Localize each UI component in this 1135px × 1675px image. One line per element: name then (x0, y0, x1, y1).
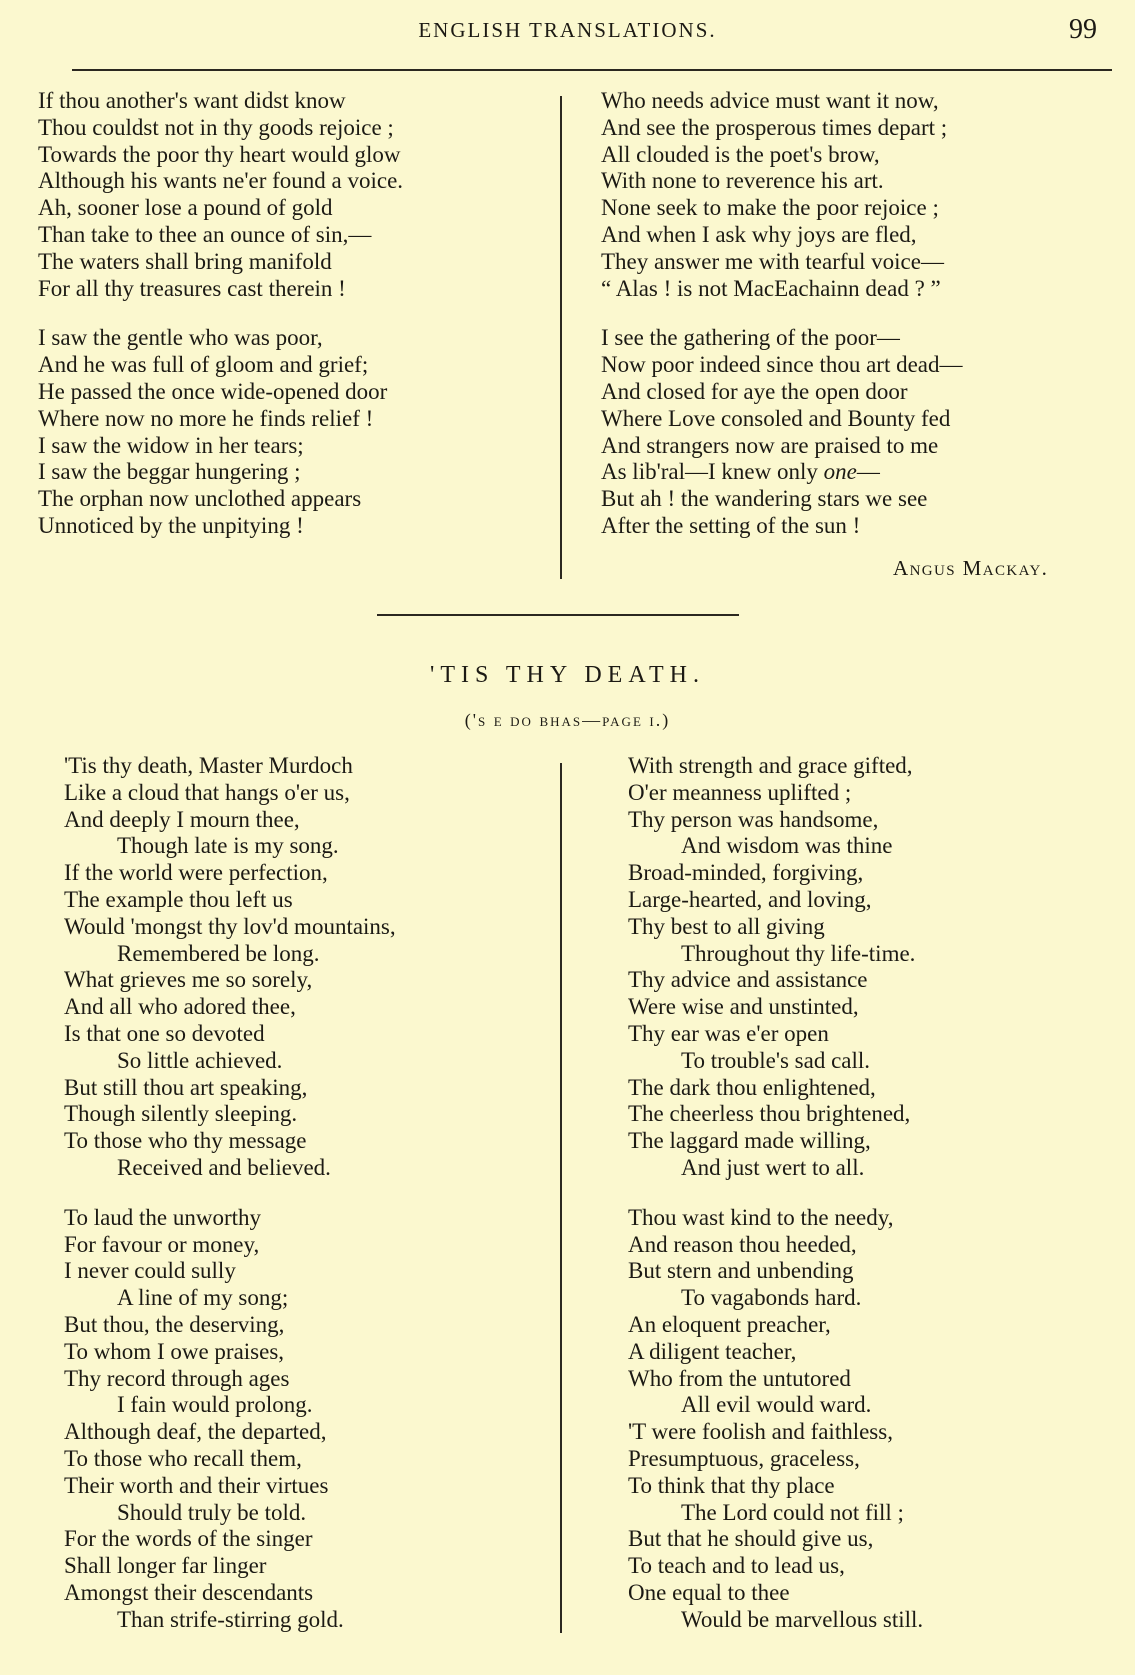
poem-line: All clouded is the poet's brow, (601, 141, 880, 167)
page-number: 99 (1069, 14, 1097, 45)
stanza (64, 753, 396, 1182)
poem-line: For favour or money, (64, 1231, 260, 1257)
poem-line: Thou couldst not in thy goods rejoice ; (38, 114, 394, 140)
poem-line: But ah ! the wandering stars we see (601, 486, 928, 512)
poem-line: Ah, sooner lose a pound of gold (38, 195, 333, 221)
poem-line: The orphan now unclothed appears (38, 486, 362, 512)
poem-line: But that he should give us, (628, 1526, 874, 1552)
poem-line: After the setting of the sun ! (601, 512, 861, 538)
poem-line: And he was full of gloom and grief; (38, 352, 369, 378)
poem-line: I see the gathering of the poor— (601, 325, 900, 351)
poem-line: The example thou left us (64, 886, 293, 912)
poem-line: I saw the gentle who was poor, (38, 325, 323, 351)
poem-line: To trouble's sad call. (681, 1047, 871, 1073)
poem-line: Shall longer far linger (64, 1553, 267, 1579)
poem-line: As lib'ral—I knew only one— (601, 459, 880, 485)
poem-line: Remembered be long. (117, 940, 320, 966)
poem-line: To those who recall them, (64, 1445, 302, 1471)
poem-line: Though late is my song. (117, 833, 339, 859)
poem-line: The laggard made willing, (628, 1128, 871, 1154)
poem-line: Although deaf, the departed, (64, 1419, 327, 1445)
poem-line: He passed the once wide-opened door (38, 378, 388, 404)
poem-line: So little achieved. (117, 1047, 283, 1073)
poem-line: To think that thy place (628, 1472, 835, 1498)
poem-line: All evil would ward. (681, 1392, 872, 1418)
stanza (38, 325, 403, 539)
poem-line: The dark thou enlightened, (628, 1074, 876, 1100)
poem-line: The waters shall bring manifold (38, 248, 332, 274)
poem-line: Who needs advice must want it now, (601, 88, 939, 113)
poem-line: Than strife-stirring gold. (117, 1606, 344, 1632)
poem-line: I fain would prolong. (117, 1392, 313, 1418)
stanza (628, 753, 923, 1182)
poem-line: Were wise and unstinted, (628, 994, 859, 1020)
poem1-signature: Angus Mackay. (893, 556, 1049, 580)
poem-line: For all thy treasures cast therein ! (38, 275, 346, 301)
poem-line: Would be marvellous still. (681, 1606, 924, 1632)
page-header (0, 14, 1135, 54)
poem-line: Like a cloud that hangs o'er us, (64, 779, 350, 805)
poem-line: And strangers now are praised to me (601, 432, 939, 458)
poem-line: If the world were perfection, (64, 860, 328, 886)
poem1-left-column (38, 88, 403, 563)
poem-line: Now poor indeed since thou art dead— (601, 352, 963, 378)
poem-line: Thou wast kind to the needy, (628, 1204, 894, 1230)
poem-line: Though silently sleeping. (64, 1101, 298, 1127)
stanza (64, 1205, 396, 1634)
poem-line: Who from the untutored (628, 1365, 851, 1391)
poem-line: Where Love consoled and Bounty fed (601, 405, 951, 431)
poem-line: Unnoticed by the unpitying ! (38, 512, 304, 538)
poem-line: The Lord could not fill ; (681, 1499, 904, 1525)
poem-line: And when I ask why joys are fled, (601, 221, 917, 247)
column-divider (560, 763, 562, 1633)
poem-line: To teach and to lead us, (628, 1553, 845, 1579)
poem-line: And see the prosperous times depart ; (601, 114, 948, 140)
poem-line: O'er meanness uplifted ; (628, 779, 852, 805)
poem-line: I never could sully (64, 1258, 236, 1284)
poem-line: If thou another's want didst know (38, 88, 346, 113)
poem-line: But stern and unbending (628, 1258, 854, 1284)
poem-line: To vagabonds hard. (681, 1285, 862, 1311)
header-rule (72, 69, 1112, 71)
poem-line: The cheerless thou brightened, (628, 1101, 911, 1127)
poem-line: A diligent teacher, (628, 1338, 797, 1364)
poem-line: I saw the beggar hungering ; (38, 459, 301, 485)
poem-line: Thy person was handsome, (628, 806, 879, 832)
poem2-left-column (64, 753, 396, 1657)
stanza (601, 325, 963, 539)
section-divider (377, 614, 739, 616)
stanza (628, 1205, 923, 1634)
poem-line: Large-hearted, and loving, (628, 886, 872, 912)
poem-line: One equal to thee (628, 1579, 790, 1605)
poem-line: Where now no more he finds relief ! (38, 405, 374, 431)
poem2-right-column (628, 753, 923, 1657)
poem-line: 'T were foolish and faithless, (628, 1419, 893, 1445)
poem-line: To laud the unworthy (64, 1204, 262, 1230)
poem-line: Should truly be told. (117, 1499, 307, 1525)
poem-line: And reason thou heeded, (628, 1231, 857, 1257)
poem-line: Thy best to all giving (628, 913, 825, 939)
poem1-right-column (601, 88, 963, 563)
poem-line: To those who thy message (64, 1128, 307, 1154)
poem-line: For the words of the singer (64, 1526, 313, 1552)
poem-line: Their worth and their virtues (64, 1472, 329, 1498)
stanza (601, 88, 963, 302)
poem-line: Thy ear was e'er open (628, 1020, 829, 1046)
poem-line: Presumptuous, graceless, (628, 1445, 860, 1471)
poem-line: They answer me with tearful voice— (601, 248, 944, 274)
poem-line: A line of my song; (117, 1285, 289, 1311)
poem-line: Would 'mongst thy lov'd mountains, (64, 913, 396, 939)
column-divider (560, 96, 562, 579)
poem-line: Than take to thee an ounce of sin,— (38, 221, 372, 247)
poem2-subtitle: ('s e do bhas—page i.) (464, 710, 671, 730)
poem-line: With none to reverence his art. (601, 168, 884, 194)
poem-line: Towards the poor thy heart would glow (38, 141, 401, 167)
poem-line: Throughout thy life-time. (681, 940, 916, 966)
poem-line: And closed for aye the open door (601, 378, 908, 404)
poem-line: Is that one so devoted (64, 1020, 265, 1046)
poem-line: With strength and grace gifted, (628, 753, 913, 778)
poem-line: And all who adored thee, (64, 994, 296, 1020)
poem-line: What grieves me so sorely, (64, 967, 313, 993)
poem-line: Amongst their descendants (64, 1579, 314, 1605)
poem-line: I saw the widow in her tears; (38, 432, 304, 458)
poem-line: Thy advice and assistance (628, 967, 868, 993)
poem-line: Broad-minded, forgiving, (628, 860, 864, 886)
poem-line: Thy record through ages (64, 1365, 290, 1391)
poem-line: To whom I owe praises, (64, 1338, 285, 1364)
poem-line: Received and believed. (117, 1154, 331, 1180)
poem-line: “ Alas ! is not MacEachainn dead ? ” (601, 275, 941, 301)
poem-line: But still thou art speaking, (64, 1074, 308, 1100)
poem2-title: 'TIS THY DEATH. (430, 662, 705, 688)
poem-line: And just wert to all. (681, 1154, 865, 1180)
stanza (38, 88, 403, 302)
poem-line: And deeply I mourn thee, (64, 806, 300, 832)
poem-line: But thou, the deserving, (64, 1311, 285, 1337)
poem-line: Although his wants ne'er found a voice. (38, 168, 404, 194)
poem-line: None seek to make the poor rejoice ; (601, 195, 939, 221)
poem-line: 'Tis thy death, Master Murdoch (64, 753, 353, 778)
poem-line: And wisdom was thine (681, 833, 893, 859)
poem-line: An eloquent preacher, (628, 1311, 831, 1337)
running-title: ENGLISH TRANSLATIONS. (418, 18, 717, 42)
